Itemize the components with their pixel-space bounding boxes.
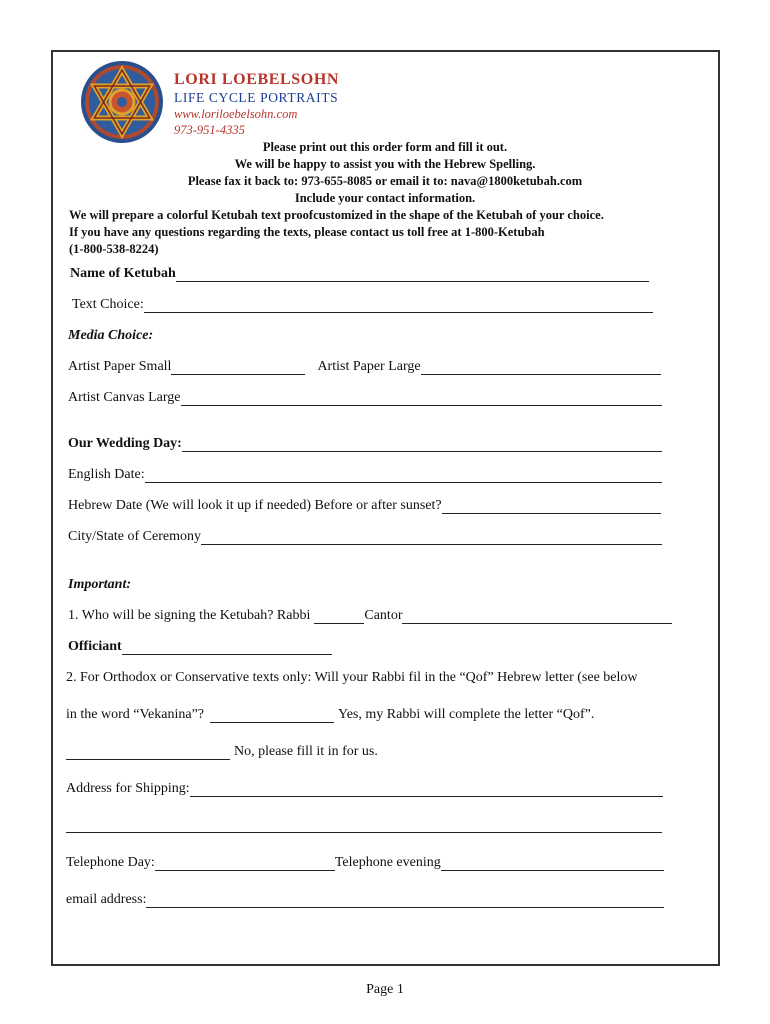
english-date-row xyxy=(68,467,662,483)
brand-phone: 973-951-4335 xyxy=(174,123,245,137)
english-date-field[interactable] xyxy=(145,468,662,483)
artist-paper-small-label: Artist Paper Small xyxy=(68,359,172,374)
brand-name: LORI LOEBELSOHN xyxy=(174,71,340,88)
wedding-day-row xyxy=(68,436,662,452)
text-choice-field[interactable] xyxy=(144,298,653,313)
city-state-field[interactable] xyxy=(201,530,662,545)
artist-paper-large-field[interactable] xyxy=(421,360,661,375)
artist-paper-small-field[interactable] xyxy=(171,360,305,375)
intro-line: Please print out this order form and fill it out. xyxy=(262,140,508,154)
telephone-row xyxy=(66,855,664,871)
telephone-evening-label: Telephone evening xyxy=(334,855,441,870)
text-choice-label: Text Choice: xyxy=(72,297,144,312)
important-heading: Important: xyxy=(68,577,132,592)
hebrew-date-field[interactable] xyxy=(442,499,661,514)
artist-canvas-large-field[interactable] xyxy=(181,391,663,406)
wedding-day-label: Our Wedding Day: xyxy=(68,436,182,451)
vekanina-label: in the word “Vekanina”? xyxy=(66,707,204,722)
name-of-ketubah-label: Name of Ketubah xyxy=(70,266,176,281)
fill-in-row xyxy=(66,744,466,760)
vekanina-yes-label: Yes, my Rabbi will complete the letter “Qof”. xyxy=(338,707,595,722)
brand-block xyxy=(174,71,339,138)
media-choice-heading: Media Choice: xyxy=(68,328,154,343)
artist-paper-large-label: Artist Paper Large xyxy=(317,359,421,374)
fill-in-for-us-field[interactable] xyxy=(66,745,230,760)
officiant-row xyxy=(68,639,332,655)
text-choice-row xyxy=(72,297,653,313)
artist-paper-row xyxy=(68,359,661,375)
city-state-row xyxy=(68,529,662,545)
intro-line: We will prepare a colorful Ketubah text proofcustomized in the shape of the Ketubah of your choice. xyxy=(69,208,604,222)
artist-canvas-row xyxy=(68,390,662,406)
address-line2-row xyxy=(66,818,662,833)
important-row xyxy=(68,577,368,593)
intro-text xyxy=(0,139,770,258)
fill-in-for-us-label: No, please fill it in for us. xyxy=(234,744,378,759)
intro-line: Include your contact information. xyxy=(294,191,476,205)
email-label: email address: xyxy=(66,892,147,907)
name-of-ketubah-row xyxy=(70,266,649,282)
english-date-label: English Date: xyxy=(68,467,145,482)
email-row xyxy=(66,892,664,908)
address-label: Address for Shipping: xyxy=(66,781,190,796)
cantor-label: Cantor xyxy=(364,608,403,623)
hebrew-date-row xyxy=(68,498,661,514)
signing-question: 1. Who will be signing the Ketubah? Rabbi xyxy=(68,608,311,623)
media-choice-row xyxy=(68,328,368,344)
rabbi-field[interactable] xyxy=(314,609,364,624)
brand-website: www.loriloebelsohn.com xyxy=(174,107,298,121)
name-of-ketubah-field[interactable] xyxy=(176,267,649,282)
officiant-field[interactable] xyxy=(122,640,332,655)
star-of-david-logo-icon xyxy=(80,60,164,144)
signing-row xyxy=(68,608,672,624)
brand-subtitle: LIFE CYCLE PORTRAITS xyxy=(174,90,339,105)
intro-line: We will be happy to assist you with the Hebrew Spelling. xyxy=(234,157,536,171)
qof-question: 2. For Orthodox or Conservative texts only: Will your Rabbi fil in the “Qof” Hebrew letter (see below xyxy=(66,670,638,685)
page-number: Page 1 xyxy=(366,982,404,997)
intro-line: Please fax it back to: 973-655-8085 or email it to: nava@1800ketubah.com xyxy=(187,174,583,188)
email-field[interactable] xyxy=(146,893,664,908)
cantor-field[interactable] xyxy=(402,609,672,624)
intro-line: (1-800-538-8224) xyxy=(69,242,159,256)
address-field-line2[interactable] xyxy=(66,818,662,833)
telephone-evening-field[interactable] xyxy=(441,856,664,871)
telephone-day-field[interactable] xyxy=(155,856,335,871)
address-row xyxy=(66,781,663,797)
wedding-day-field[interactable] xyxy=(182,437,662,452)
artist-canvas-large-label: Artist Canvas Large xyxy=(68,390,181,405)
address-field[interactable] xyxy=(190,782,663,797)
intro-line: If you have any questions regarding the texts, please contact us toll free at 1-800-Ketubah xyxy=(69,225,545,239)
vekanina-yes-field[interactable] xyxy=(210,708,334,723)
officiant-label: Officiant xyxy=(68,639,122,654)
vekanina-row xyxy=(66,707,626,723)
city-state-label: City/State of Ceremony xyxy=(68,529,201,544)
hebrew-date-label: Hebrew Date (We will look it up if needed) Before or after sunset? xyxy=(68,498,442,513)
telephone-day-label: Telephone Day: xyxy=(66,855,155,870)
qof-question-row xyxy=(66,670,686,686)
